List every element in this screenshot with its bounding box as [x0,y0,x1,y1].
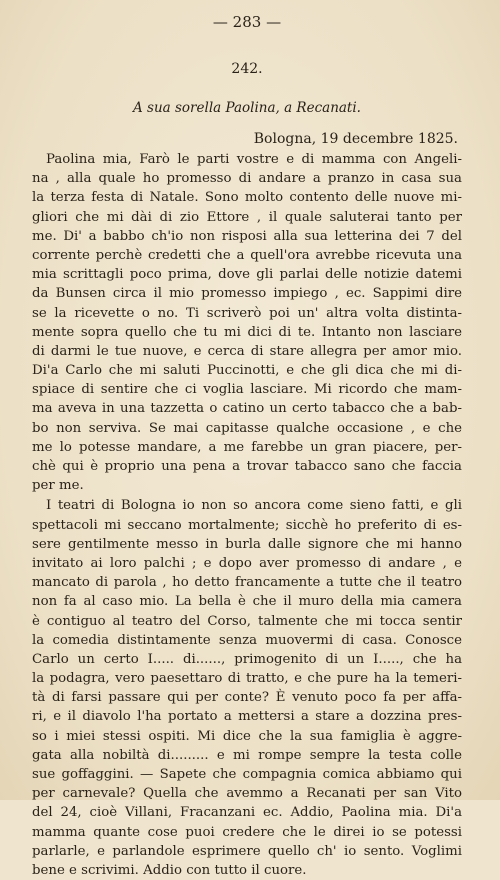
text-line: chè qui è proprio una pena a trovar tabacco sano che faccia [32,459,462,474]
text-line: di darmi le tue nuove, e cerca di stare allegra per amor mio. [32,343,462,359]
text-line: non fa al caso mio. La bella è che il muro della mia camera [32,594,462,610]
text-line: spiace di sentire che ci voglia lasciare. Mi ricordo che mam- [32,382,462,398]
text-line: me. Di' a babbo ch'io non risposi alla sua letterina dei 7 del [32,228,462,244]
text-line: mamma quante cose puoi credere che le direi io se potessi [32,824,462,840]
text-line: la comedia distintamente senza muovermi di casa. Conosce [32,632,462,648]
letter-number: 242. [231,61,263,77]
text-line: Carlo un certo I..... di......, primogenito di un I....., che ha [32,651,462,667]
page-number: — 283 — [212,13,282,31]
text-line: ri, e il diavolo l'ha portato a mettersi a stare a dozzina pres- [32,709,462,725]
text-line: sue goffaggini. — Sapete che compagnia comica abbiamo qui [32,767,462,782]
letter-heading: A sua sorella Paolina, a Recanati. [133,100,361,116]
text-line: mia scrittagli poco prima, dove gli parlai delle notizie datemi [32,267,462,283]
text-line: so i miei stessi ospiti. Mi dice che la sua famiglia è aggre- [32,728,462,744]
text-line: mancato di parola , ho detto francamente a tutte che il teatro [32,575,462,591]
paragraph-1 [32,150,462,495]
text-line: I teatri di Bologna io non so ancora come sieno fatti, e gli [46,498,462,514]
letter-dateline: Bologna, 19 decembre 1825. [253,131,458,147]
text-line: la terza festa di Natale. Sono molto contento delle nuove mi- [32,190,462,206]
text-line: na , alla quale ho promesso di andare a pranzo in casa sua [32,171,462,187]
text-line: bene e scrivimi. Addio con tutto il cuore. [32,862,307,878]
text-line: tà di farsi passare qui per conte? È venuto poco fa per affa- [32,690,462,706]
text-line: gata alla nobiltà di......... e mi rompe sempre la testa colle [32,747,462,763]
text-line: del 24, cioè Villani, Fracanzani ec. Addio, Paolina mia. Di'a [32,805,462,821]
text-line: sere gentilmente messo in burla dalle signore che mi hanno [32,536,462,552]
text-line: Di'a Carlo che mi saluti Puccinotti, e che gli dica che mi di- [32,363,462,379]
text-line: Paolina mia, Farò le parti vostre e di mamma con Angeli- [46,152,462,167]
text-line: parlarle, e parlandole esprimere quello ch' io sento. Voglimi [32,843,462,859]
text-line: gliori che mi dài di zio Ettore , il quale saluterai tanto per [32,209,462,225]
text-line: bo non serviva. Se mai capitasse qualche occasione , e che [32,420,462,436]
text-line: ma aveva in una tazzetta o catino un certo tabacco che a bab- [32,401,462,417]
text-line: spettacoli mi seccano mortalmente; sicchè ho preferito di es- [32,517,462,533]
text-line: mente sopra quello che tu mi dici di te. Intanto non lasciare [32,324,462,340]
text-line: per me. [32,478,84,494]
text-line: da Bunsen circa il mio promesso impiego , ec. Sappimi dire [32,286,462,302]
text-line: per carnevale? Quella che avemmo a Recanati per san Vito [32,786,462,802]
text-line: me lo potesse mandare, a me farebbe un gran piacere, per- [32,439,462,455]
text-line: la podagra, vero paesettaro di tratto, e che pure ha la temeri- [32,671,462,687]
paragraph-2 [32,496,462,880]
text-line: corrente perchè credetti che a quell'ora avrebbe ricevuta una [32,247,462,263]
text-line: invitato ai loro palchi ; e dopo aver promesso di andare , e [32,555,462,571]
text-line: se la ricevette o no. Ti scriverò poi un' altra volta distinta- [32,305,462,321]
text-line: è contiguo al teatro del Corso, talmente che mi tocca sentir [32,613,462,629]
